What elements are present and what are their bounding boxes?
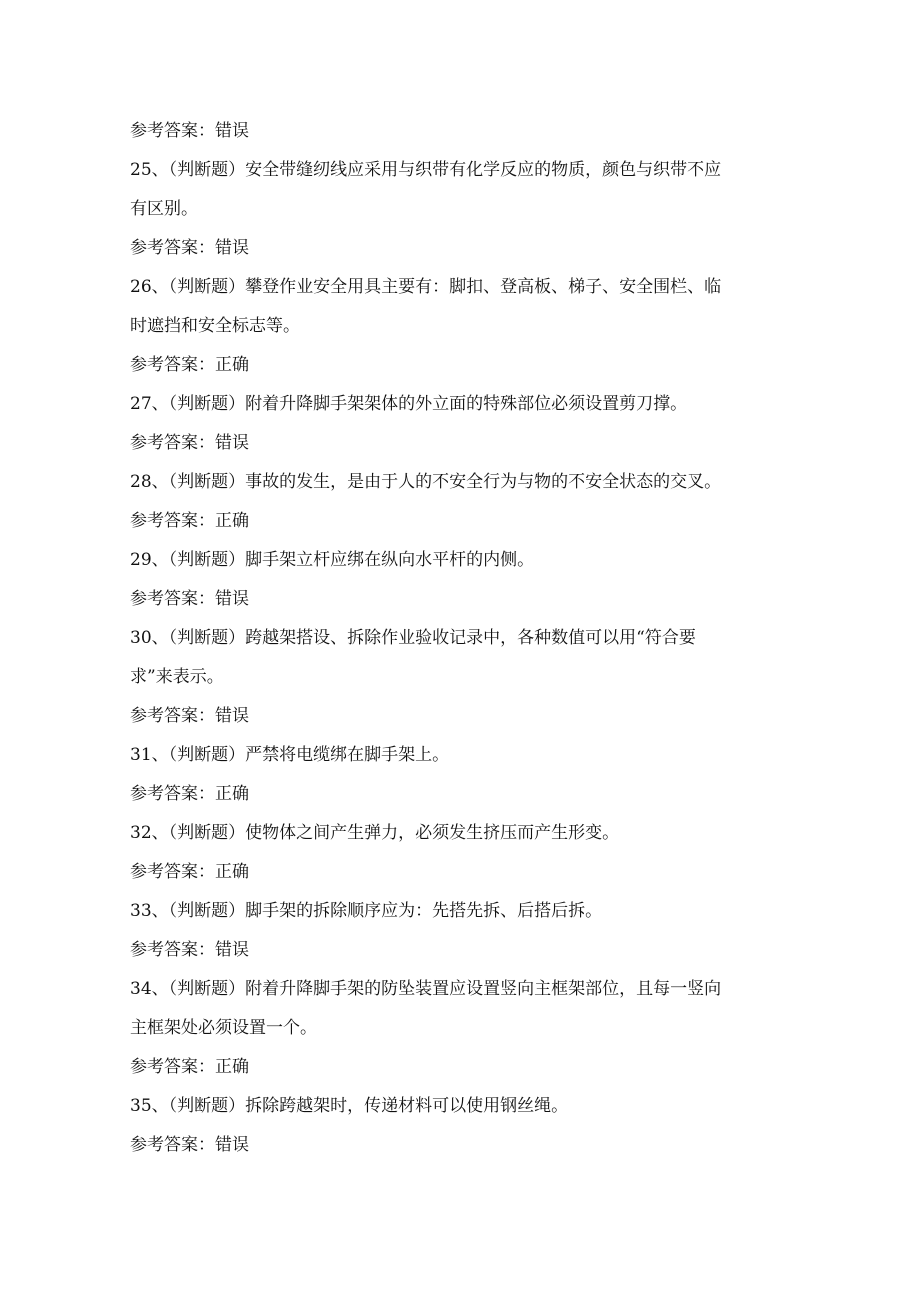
question-line-continued: 主框架处必须设置一个。 <box>130 1018 317 1038</box>
answer-line: 参考答案：正确 <box>130 862 249 882</box>
question-line: 35、（判断题）拆除跨越架时，传递材料可以使用钢丝绳。 <box>130 1096 569 1116</box>
answer-line: 参考答案：错误 <box>130 1135 249 1155</box>
question-line-continued: 有区别。 <box>130 199 198 219</box>
question-line: 33、（判断题）脚手架的拆除顺序应为：先搭先拆、后搭后拆。 <box>130 901 603 921</box>
answer-line: 参考答案：错误 <box>130 706 249 726</box>
question-line: 29、（判断题）脚手架立杆应绑在纵向水平杆的内侧。 <box>130 550 535 570</box>
document-body <box>130 112 790 1165</box>
question-line: 30、（判断题）跨越架搭设、拆除作业验收记录中，各种数值可以用“符合要 <box>130 628 696 648</box>
answer-line: 参考答案：正确 <box>130 1057 249 1077</box>
answer-line: 参考答案：错误 <box>130 940 249 960</box>
answer-line: 参考答案：错误 <box>130 589 249 609</box>
answer-line: 参考答案：正确 <box>130 355 249 375</box>
question-line-continued: 求”来表示。 <box>130 667 224 687</box>
question-line: 26、（判断题）攀登作业安全用具主要有：脚扣、登高板、梯子、安全围栏、临 <box>130 277 722 297</box>
answer-line: 参考答案：错误 <box>130 433 249 453</box>
answer-line: 参考答案：正确 <box>130 784 249 804</box>
question-line: 27、（判断题）附着升降脚手架架体的外立面的特殊部位必须设置剪刀撑。 <box>130 394 688 414</box>
question-line: 31、（判断题）严禁将电缆绑在脚手架上。 <box>130 745 450 765</box>
question-line: 28、（判断题）事故的发生，是由于人的不安全行为与物的不安全状态的交叉。 <box>130 472 722 492</box>
answer-line: 参考答案：错误 <box>130 238 249 258</box>
question-line: 32、（判断题）使物体之间产生弹力，必须发生挤压而产生形变。 <box>130 823 620 843</box>
question-line: 25、（判断题）安全带缝纫线应采用与织带有化学反应的物质，颜色与织带不应 <box>130 160 722 180</box>
answer-line: 参考答案：错误 <box>130 121 249 141</box>
question-line-continued: 时遮挡和安全标志等。 <box>130 316 300 336</box>
answer-line: 参考答案：正确 <box>130 511 249 531</box>
question-line: 34、（判断题）附着升降脚手架的防坠装置应设置竖向主框架部位，且每一竖向 <box>130 979 722 999</box>
